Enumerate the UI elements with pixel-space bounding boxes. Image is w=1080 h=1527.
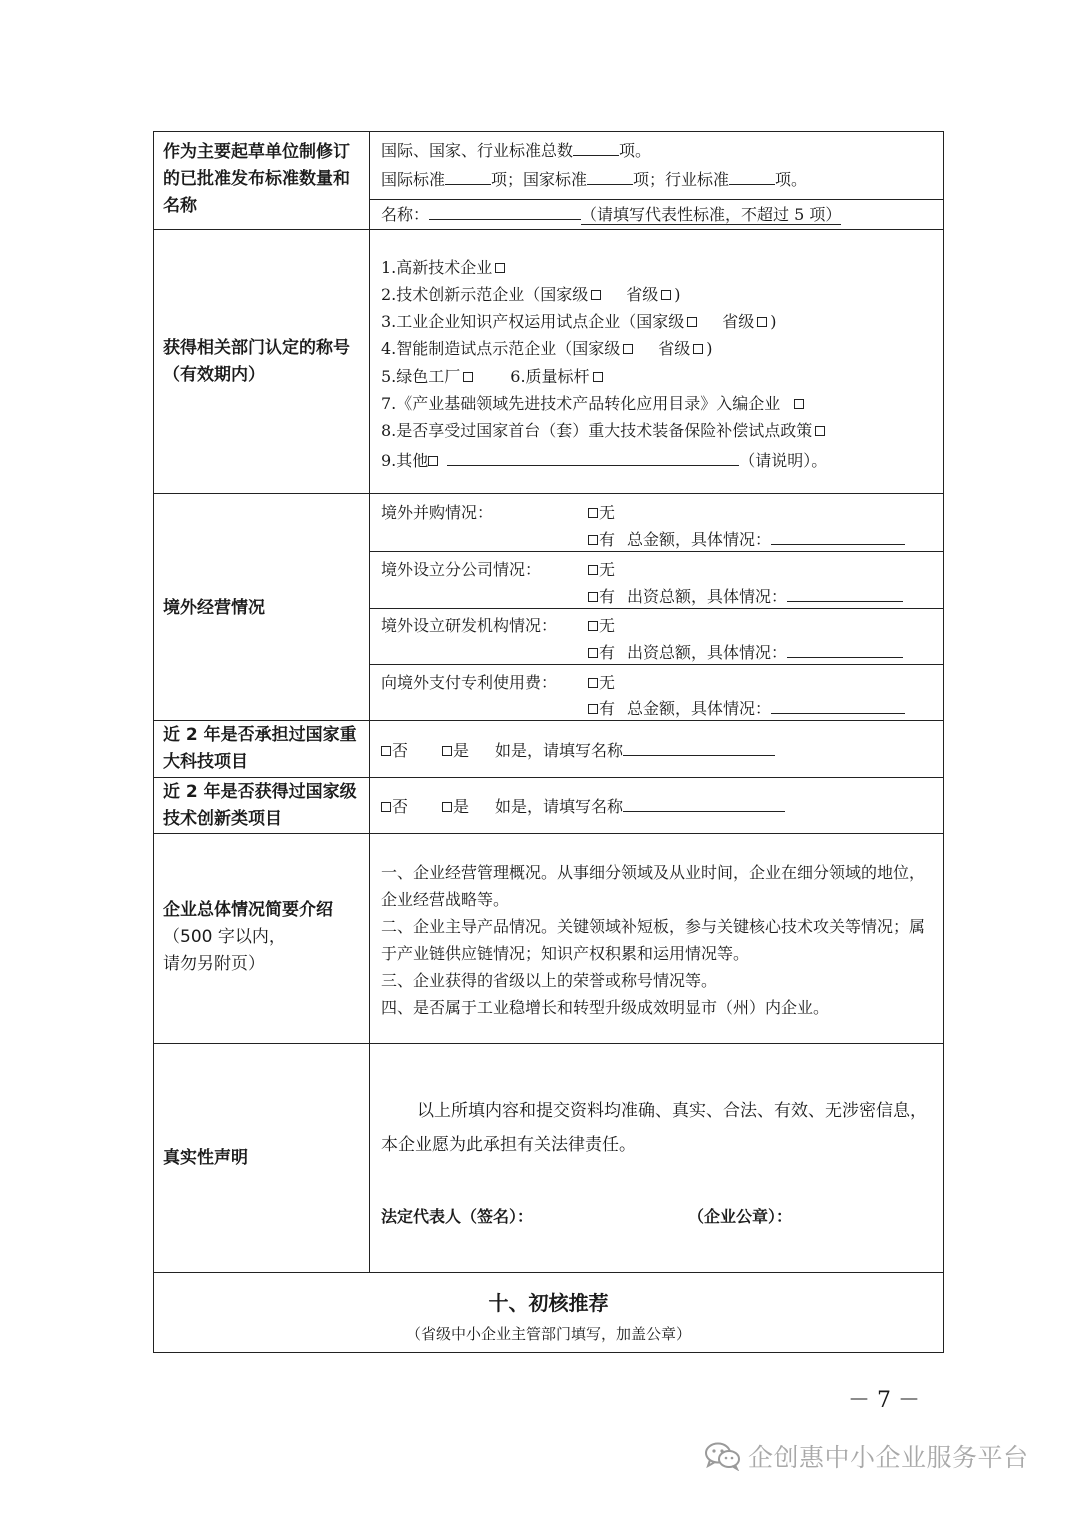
overseas-row-2-blank[interactable] xyxy=(787,587,903,602)
checkbox-overseas-1-no[interactable] xyxy=(588,508,598,518)
project1-options xyxy=(381,741,775,761)
overseas-row-2-yes-text: 有 xyxy=(599,587,616,606)
overview-para-2: 二、企业主导产品情况。关键领域补短板，参与关键核心技术攻关等情况；属于产业链供应链情况；知识产权积累和运用情况等。 xyxy=(381,917,926,963)
project1-yes-text: 是 xyxy=(453,741,470,760)
checkbox-project1-no[interactable] xyxy=(381,746,391,756)
overseas-row-1-name: 境外并购情况： xyxy=(381,503,494,522)
standards-intl-blank[interactable] xyxy=(445,170,491,185)
checkbox-overseas-4-no[interactable] xyxy=(588,678,598,688)
overview-para-3: 三、企业获得的省级以上的荣誉或称号情况等。 xyxy=(381,971,718,990)
standards-label: 作为主要起草单位制修订的已批准发布标准数量和名称 xyxy=(163,142,350,216)
checkbox-overseas-2-yes[interactable] xyxy=(588,592,598,602)
titles-item-4-close: ) xyxy=(706,339,713,358)
overseas-row-2-yes xyxy=(588,587,903,607)
checkbox-smart-national[interactable] xyxy=(623,344,633,354)
titles-item-4-provincial: 省级 xyxy=(658,339,691,358)
wechat-icon xyxy=(704,1441,742,1471)
titles-item-3 xyxy=(381,312,777,332)
titles-item-7-text: 7.《产业基础领域先进技术产品转化应用目录》入编企业 xyxy=(381,394,781,413)
overseas-row-1-no-text: 无 xyxy=(599,503,616,522)
checkbox-innovation-provincial[interactable] xyxy=(661,290,671,300)
overseas-row-1-yes xyxy=(588,530,905,550)
checkbox-project2-yes[interactable] xyxy=(442,802,452,812)
standards-breakdown-line xyxy=(381,170,807,190)
overview-para-1: 一、企业经营管理概况。从事细分领域及从业时间，企业在细分领域的地位，企业经营战略等。 xyxy=(381,863,926,909)
project2-options xyxy=(381,797,785,817)
standards-name-line xyxy=(381,205,841,225)
project1-name-blank[interactable] xyxy=(623,741,775,756)
standards-total-blank[interactable] xyxy=(573,141,619,156)
overview-label-line3: 请勿另附页） xyxy=(163,954,265,974)
overseas-row-4-name: 向境外支付专利使用费： xyxy=(381,673,558,692)
checkbox-project2-no[interactable] xyxy=(381,802,391,812)
titles-item-5-text: 5.绿色工厂 xyxy=(381,367,461,386)
standards-total-line xyxy=(381,141,651,161)
checkbox-overseas-2-no[interactable] xyxy=(588,565,598,575)
titles-item-3-text: 3.工业企业知识产权运用试点企业（国家级 xyxy=(381,312,685,331)
overseas-row-4-no xyxy=(588,673,615,693)
overseas-row-3-blank[interactable] xyxy=(787,643,903,658)
overseas-row-2-no xyxy=(588,560,615,580)
overseas-row-4-no-text: 无 xyxy=(599,673,616,692)
titles-item-2 xyxy=(381,285,681,305)
overseas-row-3-detail: 出资总额，具体情况： xyxy=(627,643,788,662)
standards-sep2: 项；行业标准 xyxy=(633,170,730,189)
titles-label: 获得相关部门认定的称号（有效期内） xyxy=(163,338,350,385)
checkbox-overseas-3-no[interactable] xyxy=(588,621,598,631)
checkbox-innovation-national[interactable] xyxy=(591,290,601,300)
project1-no-text: 否 xyxy=(392,741,409,760)
checkbox-overseas-4-yes[interactable] xyxy=(588,704,598,714)
overseas-row-2-name: 境外设立分公司情况： xyxy=(381,560,542,579)
checkbox-catalog[interactable] xyxy=(794,399,804,409)
overseas-row-3-name: 境外设立研发机构情况： xyxy=(381,616,558,635)
standards-name-label: 名称： xyxy=(381,205,430,224)
checkbox-overseas-1-yes[interactable] xyxy=(588,535,598,545)
titles-item-1 xyxy=(381,258,508,278)
watermark xyxy=(704,1436,1029,1476)
titles-item-4 xyxy=(381,339,713,359)
overseas-row-1-no xyxy=(588,503,615,523)
titles-item-9-text: 9.其他 xyxy=(381,451,429,470)
overseas-row-3-no-text: 无 xyxy=(599,616,616,635)
titles-item-2-close: ) xyxy=(674,285,681,304)
overseas-row-1-yes-text: 有 xyxy=(599,530,616,549)
titles-item-7 xyxy=(381,394,807,414)
company-seal[interactable]: （企业公章）： xyxy=(688,1207,793,1226)
overview-label xyxy=(163,897,363,978)
standards-intl-label: 国际标准 xyxy=(381,170,446,189)
standards-end: 项。 xyxy=(775,170,808,189)
section10-subtitle: （省级中小企业主管部门填写，加盖公章） xyxy=(405,1325,691,1343)
project2-yes-text: 是 xyxy=(453,797,470,816)
project2-fill-text: 如是，请填写名称 xyxy=(495,797,624,816)
standards-name-blank[interactable] xyxy=(429,205,581,220)
page-number: － 7 － xyxy=(848,1388,920,1413)
checkbox-other[interactable] xyxy=(428,456,438,466)
overseas-row-3-no xyxy=(588,616,615,636)
overseas-row-1-detail: 总金额，具体情况： xyxy=(627,530,772,549)
other-description-blank[interactable] xyxy=(447,451,739,466)
overseas-row-4-yes xyxy=(588,699,905,719)
overseas-row-1-blank[interactable] xyxy=(771,530,905,545)
overseas-row-4-detail: 总金额，具体情况： xyxy=(627,699,772,718)
standards-total-suffix: 项。 xyxy=(619,141,652,160)
legal-rep-signature[interactable]: 法定代表人（签名）： xyxy=(381,1207,534,1226)
watermark-text: 企创惠中小企业服务平台 xyxy=(748,1443,1029,1472)
titles-item-3-provincial: 省级 xyxy=(722,312,755,331)
overview-label-line1: 企业总体情况简要介绍 xyxy=(163,900,333,920)
overseas-label: 境外经营情况 xyxy=(163,598,265,618)
titles-item-1-text: 1.高新技术企业 xyxy=(381,258,493,277)
checkbox-quality-benchmark[interactable] xyxy=(593,372,603,382)
checkbox-overseas-3-yes[interactable] xyxy=(588,648,598,658)
standards-total-prefix: 国际、国家、行业标准总数 xyxy=(381,141,574,160)
project2-label: 近 2 年是否获得过国家级技术创新类项目 xyxy=(163,782,357,829)
overseas-row-4-blank[interactable] xyxy=(771,699,905,714)
checkbox-smart-provincial[interactable] xyxy=(693,344,703,354)
project1-label: 近 2 年是否承担过国家重大科技项目 xyxy=(163,725,357,772)
titles-item-2-provincial: 省级 xyxy=(626,285,659,304)
checkbox-ip-national[interactable] xyxy=(687,317,697,327)
checkbox-high-tech[interactable] xyxy=(495,263,505,273)
overview-label-line2: （500 字以内， xyxy=(163,927,286,947)
overseas-row-3-yes-text: 有 xyxy=(599,643,616,662)
titles-item-9-note: （请说明）。 xyxy=(739,451,828,470)
project2-no-text: 否 xyxy=(392,797,409,816)
titles-item-2-text: 2.技术创新示范企业（国家级 xyxy=(381,285,589,304)
standards-sep1: 项；国家标准 xyxy=(491,170,588,189)
overseas-row-4-yes-text: 有 xyxy=(599,699,616,718)
overseas-row-2-detail: 出资总额，具体情况： xyxy=(627,587,788,606)
project2-name-blank[interactable] xyxy=(623,797,785,812)
titles-item-5-6 xyxy=(381,367,606,387)
overseas-row-2-no-text: 无 xyxy=(599,560,616,579)
titles-item-8-text: 8.是否享受过国家首台（套）重大技术装备保险补偿试点政策 xyxy=(381,421,813,440)
standards-name-note: （请填写代表性标准，不超过 5 项） xyxy=(581,205,842,224)
checkbox-ip-provincial[interactable] xyxy=(757,317,767,327)
checkbox-green-factory[interactable] xyxy=(463,372,473,382)
project1-fill-text: 如是，请填写名称 xyxy=(495,741,624,760)
overview-para-4: 四、是否属于工业稳增长和转型升级成效明显市（州）内企业。 xyxy=(381,998,830,1017)
titles-item-6-text: 6.质量标杆 xyxy=(510,367,590,386)
declaration-text: 以上所填内容和提交资料均准确、真实、合法、有效、无涉密信息，本企业愿为此承担有关法律责任。 xyxy=(381,1101,927,1155)
declaration-label: 真实性声明 xyxy=(163,1148,248,1168)
standards-industry-blank[interactable] xyxy=(729,170,775,185)
checkbox-first-set[interactable] xyxy=(815,426,825,436)
checkbox-project1-yes[interactable] xyxy=(442,746,452,756)
titles-item-8 xyxy=(381,421,828,441)
titles-item-4-text: 4.智能制造试点示范企业（国家级 xyxy=(381,339,621,358)
titles-item-3-close: ) xyxy=(770,312,777,331)
section10-title: 十、初核推荐 xyxy=(488,1291,609,1315)
overseas-row-3-yes xyxy=(588,643,903,663)
titles-item-9 xyxy=(381,451,827,471)
standards-national-blank[interactable] xyxy=(587,170,633,185)
